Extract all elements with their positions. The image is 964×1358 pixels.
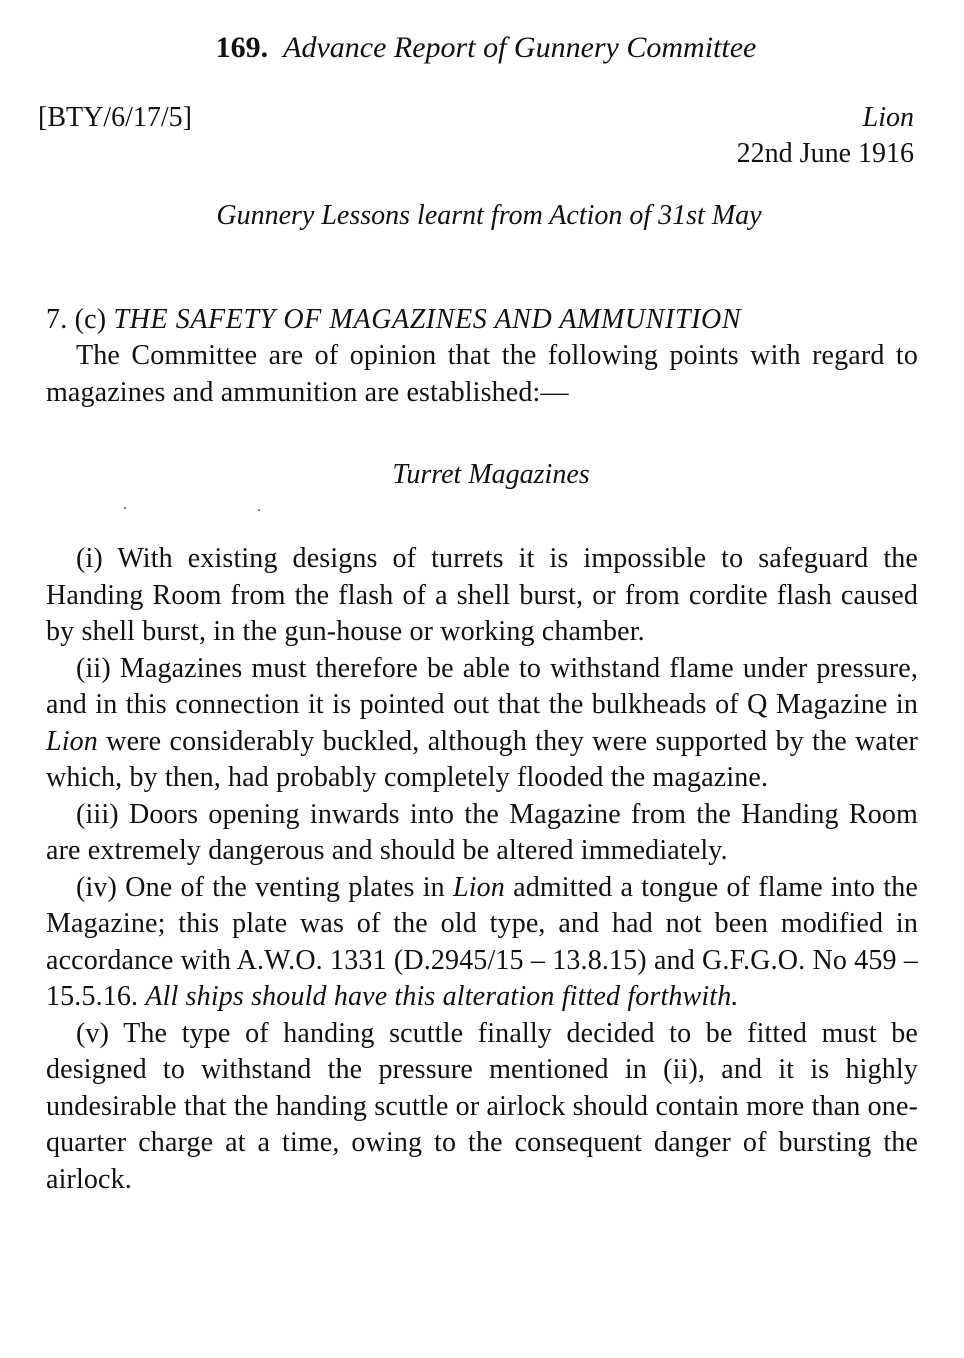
item-iv: [46, 870, 918, 1016]
item-ii: [46, 651, 918, 797]
item-iv-text-a: (iv) One of the venting plates in: [76, 871, 453, 903]
subheading: Turret Magazines: [392, 459, 590, 490]
document-number: 169.: [215, 31, 269, 64]
document-title: [46, 22, 918, 74]
item-ii-text-a: (ii) Magazines must therefore be able to withstand flame under pressure, and in this connection it is pointed out that the bulkheads of Q Magazine in: [46, 652, 918, 720]
archive-reference: [BTY/6/17/5]: [38, 102, 192, 133]
section-heading-text: THE SAFETY OF MAGAZINES AND AMMUNITION: [113, 304, 742, 335]
item-iv-ship-name: Lion: [453, 871, 505, 903]
section-intro: The Committee are of opinion that the following points with regard to magazines and ammunition are established:—: [46, 340, 918, 408]
document-date: 22nd June 1916: [736, 138, 914, 169]
item-iv-text-b: admitted a tongue of flame into the Magazine; this plate was of the old type, and had not been modified in accordance with A.W.O. 1331 (D.2945/15 – 13.8.15) and G.F.G.O. No 459 – 15.5.16.: [46, 871, 918, 1012]
item-v: (v) The type of handing scuttle finally decided to be fitted must be designed to withstand the pressure mentioned in (ii), and it is highly undesirable that the handing scuttle or airlock should contain more than one-quarter charge at a time, owing to the consequent danger of bursting the airlock.: [46, 1017, 918, 1195]
reference-row: [38, 100, 918, 180]
item-list: [46, 541, 918, 1198]
item-ii-text-b: were considerably buckled, although they were supported by the water which, by then, had probably completely flooded the magazine.: [46, 725, 918, 793]
section-number: 7. (c): [46, 304, 107, 335]
document-title-text: Advance Report of Gunnery Committee: [283, 31, 757, 64]
item-i: (i) With existing designs of turrets it is impossible to safeguard the Handing Room from the flash of a shell burst, or from cordite flash caused by shell burst, in the gun-house or working chamber.: [46, 543, 918, 647]
item-iii: (iii) Doors opening inwards into the Magazine from the Handing Room are extremely dangerous and should be altered immediately.: [46, 798, 918, 866]
print-specks: [46, 493, 918, 541]
item-ii-ship-name: Lion: [46, 725, 98, 757]
item-iv-instruction: All ships should have this alteration fitted forthwith.: [145, 981, 739, 1012]
document-page: [38, 22, 918, 1198]
section-heading: [46, 302, 918, 338]
place-of-origin: Lion: [862, 102, 914, 133]
document-subtitle: Gunnery Lessons learnt from Action of 31st May: [216, 200, 762, 231]
